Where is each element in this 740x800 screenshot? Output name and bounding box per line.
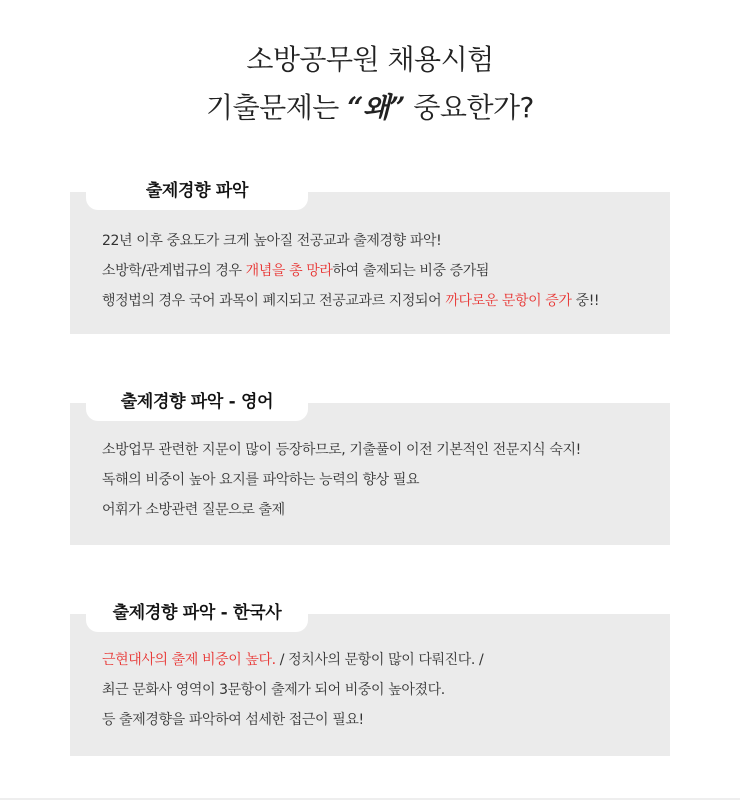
highlight-text: 개념을 총 망라 xyxy=(245,263,333,279)
body-text: 최근 문화사 영역이 3문항이 출제가 되어 비중이 높아졌다. xyxy=(102,682,445,698)
highlight-text: 근현대사의 출제 비중이 높다. xyxy=(102,652,276,668)
headline-prefix: 기출문제는 xyxy=(206,91,348,124)
body-text: 소방업무 관련한 지문이 많이 등장하므로, 기출풀이 이전 기본적인 전문지식 숙지! xyxy=(102,442,581,458)
body-text: 하여 출제되는 비중 증가됨 xyxy=(332,263,490,279)
body-text: 독해의 비중이 높아 요지를 파악하는 능력의 향상 필요 xyxy=(102,472,420,488)
body-text: 행정법의 경우 국어 과목이 폐지되고 전공교과르 지정되어 xyxy=(102,293,446,309)
body-text: 중!! xyxy=(571,293,600,309)
section-lines xyxy=(102,645,662,735)
headline-title: 소방공무원 채용시험 xyxy=(246,43,494,76)
headline-quote: “왜” xyxy=(347,91,405,124)
highlight-text: 까다로운 문항이 증가 xyxy=(445,293,572,309)
section-panel xyxy=(70,192,670,334)
body-line xyxy=(102,465,662,495)
body-line xyxy=(102,645,662,675)
headline-suffix: 중요한가? xyxy=(404,91,534,124)
body-text: 22년 이후 중요도가 크게 높아질 전공교과 출제경향 파악! xyxy=(102,233,442,249)
section-tab: 출제경향 파악 - 영어 xyxy=(86,384,308,421)
section-lines xyxy=(102,226,662,316)
section-tab: 출제경향 파악 xyxy=(86,173,308,210)
headline-line-2 xyxy=(0,88,740,128)
body-text: 어휘가 소방관련 질문으로 출제 xyxy=(102,502,285,518)
body-text: / 정치사의 문항이 많이 다뤄진다. / xyxy=(275,652,484,668)
body-line xyxy=(102,705,662,735)
body-line xyxy=(102,675,662,705)
section-tab: 출제경향 파악 - 한국사 xyxy=(86,595,308,632)
body-text: 소방학/관계법규의 경우 xyxy=(102,263,246,279)
body-line xyxy=(102,226,662,256)
section-trend-korean-history xyxy=(70,595,670,756)
body-line xyxy=(102,495,662,525)
headline-line-1 xyxy=(0,40,740,80)
body-line xyxy=(102,435,662,465)
body-text: 등 출제경향을 파악하여 섬세한 접근이 필요! xyxy=(102,712,364,728)
section-lines xyxy=(102,435,662,525)
body-line xyxy=(102,256,662,286)
section-panel xyxy=(70,403,670,545)
section-panel xyxy=(70,614,670,756)
section-trend-english xyxy=(70,384,670,545)
body-line xyxy=(102,286,662,316)
section-trend-overview xyxy=(70,173,670,334)
